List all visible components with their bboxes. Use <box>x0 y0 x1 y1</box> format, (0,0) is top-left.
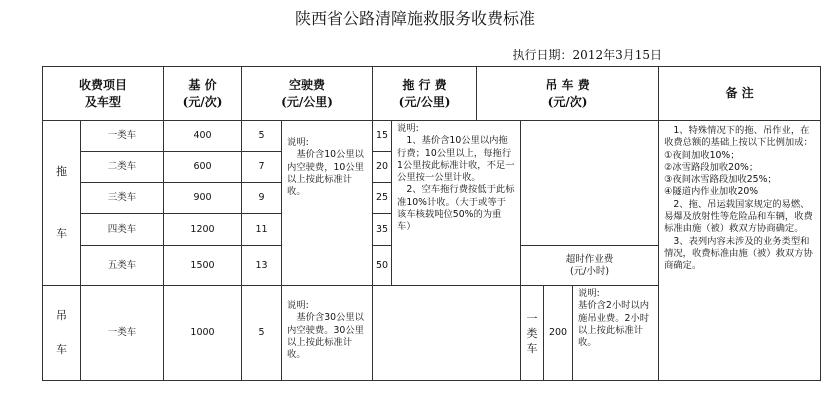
base-price: 1200 <box>164 214 242 246</box>
overtime-note <box>573 286 659 381</box>
tow-note-p2: 2、空车拖行费按低于此标准10%计收。（大于或等于该车核载吨位50%的为重车） <box>397 184 515 233</box>
header-base-line2: (元/次) <box>182 94 223 109</box>
header-item-line2: 及车型 <box>85 94 122 109</box>
remarks-item: ④隧道内作业加收20% <box>664 186 759 198</box>
crane-empty-note-title: 说明: <box>287 300 309 311</box>
empty-fee-note <box>282 121 373 286</box>
base-price: 900 <box>164 183 242 214</box>
vehicle-type: 三类车 <box>81 183 164 214</box>
tow-fee-note <box>392 121 521 286</box>
header-empty <box>242 67 373 121</box>
header-crane-line2: (元/次) <box>547 94 588 109</box>
crane-type-char: 车 <box>526 341 538 355</box>
crane-label-top: 吊 <box>56 309 67 322</box>
header-row <box>43 67 821 121</box>
header-crane <box>477 67 659 121</box>
tow-note-p1: 1、基价含10公里以内拖行费；10公里以上，每拖行1公里按此标准计收，不足一公里按一公里计收。 <box>397 135 515 184</box>
vehicle-type: 二类车 <box>81 152 164 183</box>
empty-fee: 9 <box>242 183 282 214</box>
overtime-fee-header <box>521 246 659 286</box>
header-base-line1: 基 价 <box>188 77 217 92</box>
towing-label-top: 拖 <box>56 165 67 178</box>
remarks-item: ①夜间加收10%； <box>664 149 740 161</box>
header-empty-line2: (元/公里) <box>281 94 333 109</box>
tow-fee: 20 <box>373 152 392 183</box>
base-price: 400 <box>164 121 242 152</box>
effective-date: 执行日期：2012年3月15日 <box>512 48 662 62</box>
crane-group-label <box>43 286 81 381</box>
overtime-note-body: 基价含2小时以内施吊业费。2小时以上按此标准计收。 <box>578 300 650 349</box>
fee-table <box>42 66 821 381</box>
tow-fee: 15 <box>373 121 392 152</box>
tow-fee: 25 <box>373 183 392 214</box>
overtime-note-title: 说明: <box>578 288 600 299</box>
crane-type-char: 类 <box>526 326 538 340</box>
overtime-fee-value: 200 <box>544 286 573 381</box>
vehicle-type: 一类车 <box>81 286 164 381</box>
crane-tow-blank <box>373 286 521 381</box>
tow-fee: 35 <box>373 214 392 246</box>
remarks-cell <box>659 121 821 381</box>
document-title: 陕西省公路清障施救服务收费标准 <box>294 9 535 28</box>
header-empty-line1: 空驶费 <box>289 77 326 92</box>
overtime-header-line1: 超时作业费 <box>565 254 614 265</box>
towing-label-bottom: 车 <box>56 227 67 240</box>
tow-fee: 50 <box>373 246 392 286</box>
crane-blank-area <box>521 121 659 246</box>
header-tow <box>373 67 477 121</box>
crane-vehicle-type <box>521 286 544 381</box>
crane-type-char: 一 <box>526 311 538 325</box>
header-crane-line1: 吊 车 费 <box>545 77 590 92</box>
base-price: 600 <box>164 152 242 183</box>
header-remarks: 备 注 <box>659 67 821 121</box>
empty-fee: 7 <box>242 152 282 183</box>
header-item <box>43 67 164 121</box>
crane-empty-note-body: 基价含30公里以内空驶费。30公里以上按此标准计收。 <box>287 312 364 361</box>
crane-empty-note <box>282 286 373 381</box>
remarks-p2: 2、拖、吊运载国家规定的易燃、易爆及放射性等危险品和车辆，收费标准由施（被）救双方协商确定。 <box>664 198 813 235</box>
remarks-item: ③夜间冰雪路段加收25%； <box>664 174 777 186</box>
empty-fee: 11 <box>242 214 282 246</box>
base-price: 1500 <box>164 246 242 286</box>
base-price: 1000 <box>164 286 242 381</box>
empty-fee: 13 <box>242 246 282 286</box>
tow-note-title: 说明: <box>397 123 419 134</box>
header-tow-line2: (元/公里) <box>398 94 451 109</box>
empty-fee: 5 <box>242 121 282 152</box>
empty-note-body: 基价含10公里以内空驶费，10公里以上按此标准计收。 <box>287 149 364 198</box>
overtime-header-line2: (元/小时) <box>569 265 610 277</box>
header-base <box>164 67 242 121</box>
vehicle-type: 一类车 <box>81 121 164 152</box>
crane-label-bottom: 车 <box>56 343 67 356</box>
header-item-line1: 收费项目 <box>79 77 128 92</box>
table-row <box>43 121 821 152</box>
empty-fee: 5 <box>242 286 282 381</box>
vehicle-type: 四类车 <box>81 214 164 246</box>
remarks-item: ②冰雪路段加收20%； <box>664 161 759 173</box>
remarks-p1: 1、特殊情况下的拖、吊作业，在收费总额的基础上按以下比例加成： <box>664 125 813 149</box>
empty-note-title: 说明: <box>287 137 309 148</box>
vehicle-type: 五类车 <box>81 246 164 286</box>
remarks-p3: 3、表列内容未涉及的业务类型和情况，收费标准由施（被）救双方协商确定。 <box>664 235 813 272</box>
towing-group-label <box>43 121 81 286</box>
header-tow-line1: 拖 行 费 <box>402 77 447 92</box>
